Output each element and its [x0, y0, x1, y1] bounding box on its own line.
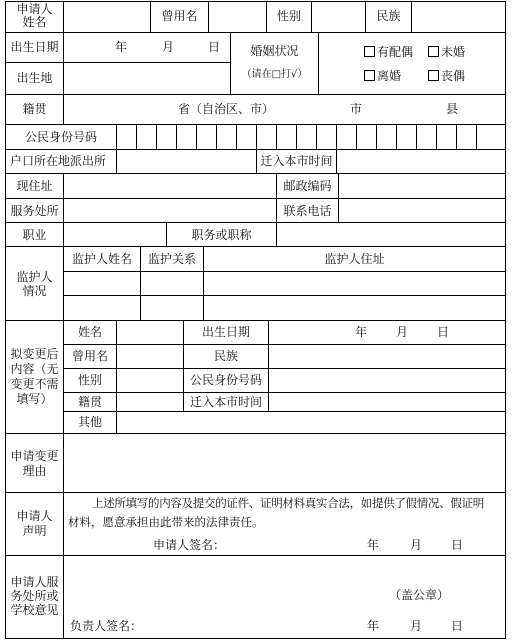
position-label: 职务或职称	[191, 228, 252, 242]
col-line	[276, 124, 277, 149]
postal-code-label: 邮政编码	[283, 179, 332, 193]
current-address-field[interactable]	[64, 174, 276, 198]
row-line	[5, 492, 506, 493]
col-line	[456, 124, 457, 149]
change-content-label: 拟变更后 内容（无 变更不需 填写）	[10, 347, 59, 406]
row-line	[5, 32, 506, 33]
leader-sign-label: 负责人签名：	[70, 619, 143, 633]
table-border-right	[505, 1, 506, 639]
col-line	[476, 124, 477, 149]
postal-code-field[interactable]	[339, 174, 505, 198]
change-moved-in-time-label: 迁入本市时间	[189, 395, 262, 409]
birthplace-label: 出生地	[16, 71, 53, 85]
guardian-name-header: 监护人姓名	[71, 252, 132, 266]
checkbox-icon	[428, 46, 439, 57]
change-name-label: 姓名	[77, 325, 102, 339]
former-name-field[interactable]	[209, 2, 266, 32]
id-number-label: 公民身份号码	[24, 130, 97, 144]
col-line	[176, 124, 177, 149]
marital-status-label: 婚姻状况	[250, 44, 299, 58]
col-line	[63, 94, 64, 124]
row-line	[63, 411, 506, 412]
col-line	[436, 124, 437, 149]
opinion-year-label: 年	[367, 619, 380, 633]
change-other-label: 其他	[77, 415, 102, 429]
row-line	[63, 295, 506, 296]
change-month-label: 月	[396, 325, 409, 339]
moved-in-time-label: 迁入本市时间	[260, 154, 333, 168]
col-line	[230, 32, 231, 94]
applicant-sign-label: 申请人签名：	[153, 538, 226, 552]
position-field[interactable]	[277, 223, 505, 246]
opinion-day-label: 日	[451, 619, 464, 633]
birth-month-label: 月	[162, 40, 175, 54]
declaration-day-label: 日	[451, 538, 464, 552]
change-birth-date-label: 出生日期	[201, 325, 250, 339]
opinion-label: 申请人服 务处所或 学校意见	[10, 575, 59, 617]
col-line	[318, 32, 319, 94]
applicant-name-label: 申请人 姓名	[16, 2, 53, 29]
native-city-label: 市	[350, 102, 363, 116]
gender-field[interactable]	[312, 2, 365, 32]
col-line	[296, 124, 297, 149]
ethnicity-label: 民族	[376, 9, 401, 23]
workplace-field[interactable]	[64, 199, 276, 222]
current-address-label: 现住址	[16, 179, 53, 193]
applicant-name-field[interactable]	[64, 2, 150, 32]
official-seal-label: （盖公章）	[389, 588, 450, 602]
col-line	[236, 124, 237, 149]
row-line	[5, 555, 506, 556]
workplace-label: 服务处所	[10, 204, 59, 218]
marital-option-divorced[interactable]: 离婚	[364, 69, 401, 83]
col-line	[396, 124, 397, 149]
declaration-year-label: 年	[367, 538, 380, 552]
col-line	[196, 124, 197, 149]
col-line	[116, 320, 117, 433]
native-county-label: 县	[446, 102, 459, 116]
native-province-label: 省（自治区、市）	[178, 102, 275, 116]
marital-status-hint: （请在□打√）	[241, 69, 308, 80]
col-line	[156, 124, 157, 149]
former-name-label: 曾用名	[161, 9, 198, 23]
guardian-info-label: 监护人 情况	[16, 270, 53, 298]
change-id-number-label: 公民身份号码	[189, 373, 262, 387]
moved-in-time-field[interactable]	[337, 150, 505, 173]
household-police-label: 户口所在地派出所	[10, 154, 107, 168]
row-line	[63, 271, 506, 272]
declaration-text-line2: 材料，愿意承担由此带来的法律责任。	[68, 515, 264, 529]
row-line	[5, 320, 506, 321]
row-line	[63, 344, 506, 345]
checkbox-icon	[364, 70, 375, 81]
change-reason-field[interactable]	[64, 434, 505, 492]
marital-option-single[interactable]: 未婚	[428, 45, 465, 59]
col-line	[356, 124, 357, 149]
birth-day-label: 日	[208, 40, 221, 54]
col-line	[316, 124, 317, 149]
occupation-field[interactable]	[64, 223, 166, 246]
occupation-label: 职业	[22, 228, 47, 242]
opinion-month-label: 月	[410, 619, 423, 633]
change-native-place-label: 籍贯	[77, 395, 102, 409]
declaration-month-label: 月	[410, 538, 423, 552]
marital-option-married[interactable]: 有配偶	[364, 45, 413, 59]
gender-label: 性别	[276, 9, 301, 23]
marital-option-widowed[interactable]: 丧偶	[428, 69, 465, 83]
change-former-name-label: 曾用名	[71, 349, 108, 363]
change-ethnicity-label: 民族	[213, 349, 238, 363]
col-line	[216, 124, 217, 149]
change-reason-label: 申请变更 理由	[10, 449, 59, 478]
birthplace-field[interactable]	[64, 63, 230, 94]
declaration-label: 申请人 声明	[16, 509, 53, 538]
checkbox-icon	[364, 46, 375, 57]
declaration-text-line1: 上述所填写的内容及提交的证件、证明材料真实合法，如提供了假情况、假证明	[92, 496, 484, 510]
col-line	[136, 124, 137, 149]
guardian-address-header: 监护人住址	[324, 252, 385, 266]
table-border-left	[5, 1, 6, 639]
ethnicity-field[interactable]	[412, 2, 505, 32]
phone-label: 联系电话	[283, 204, 332, 218]
col-line	[116, 124, 117, 149]
household-police-field[interactable]	[117, 150, 256, 173]
col-line	[376, 124, 377, 149]
col-line	[416, 124, 417, 149]
birth-year-label: 年	[115, 40, 128, 54]
change-gender-label: 性别	[77, 373, 102, 387]
col-line	[268, 320, 269, 411]
change-day-label: 日	[437, 325, 450, 339]
col-line	[256, 124, 257, 149]
birth-date-label: 出生日期	[10, 40, 59, 54]
row-line	[5, 246, 506, 247]
native-place-label: 籍贯	[22, 102, 47, 116]
change-year-label: 年	[355, 325, 368, 339]
row-line	[5, 94, 506, 95]
phone-field[interactable]	[339, 199, 505, 222]
guardian-relation-header: 监护关系	[147, 252, 196, 266]
row-line	[63, 368, 506, 369]
checkbox-icon	[428, 70, 439, 81]
col-line	[336, 124, 337, 149]
row-line	[63, 392, 506, 393]
table-border-bottom	[5, 638, 506, 639]
